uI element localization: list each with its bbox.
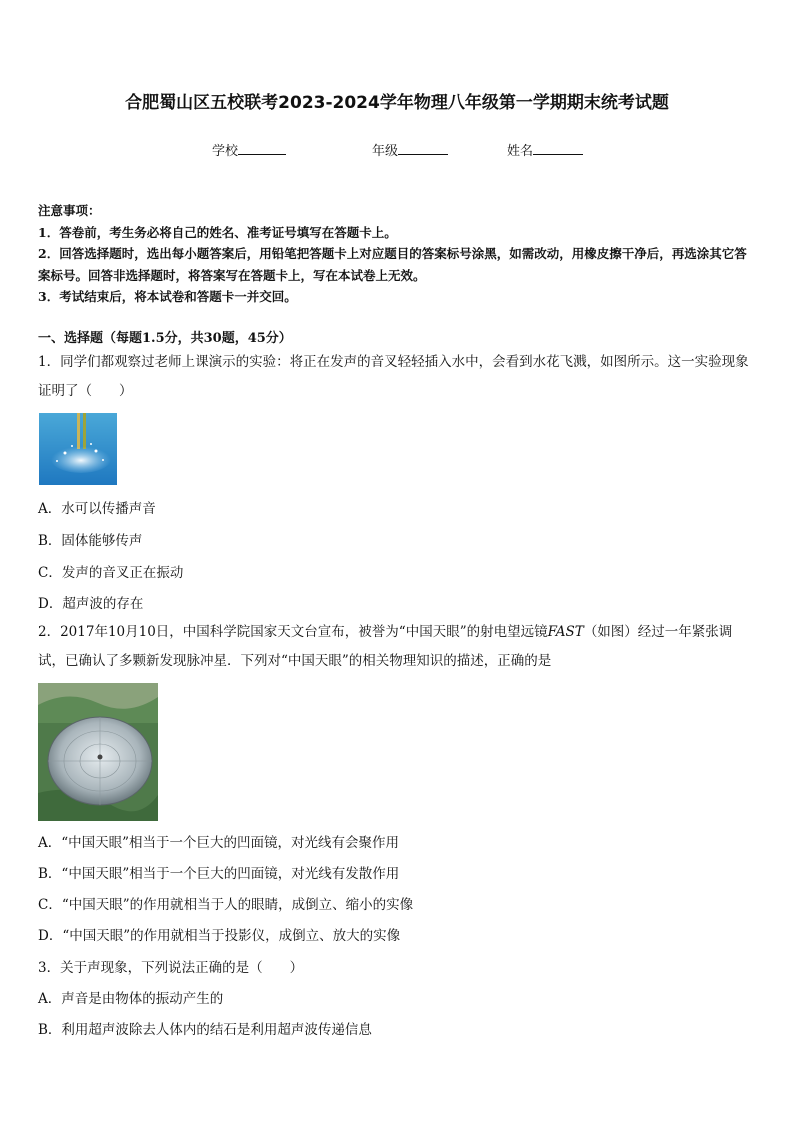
question-3-option-a[interactable]: A．声音是由物体的振动产生的 <box>38 991 224 1007</box>
fast-telescope-image <box>38 683 158 821</box>
question-2-option-a[interactable]: A．“中国天眼”相当于一个巨大的凹面镜，对光线有会聚作用 <box>38 835 400 851</box>
grade-blank[interactable] <box>398 142 448 155</box>
question-3-stem: 3．关于声现象，下列说法正确的是（ ） <box>38 960 304 976</box>
question-1-option-a[interactable]: A．水可以传播声音 <box>38 501 156 517</box>
school-field[interactable] <box>212 140 286 159</box>
question-3-option-b[interactable]: B．利用超声波除去人体内的结石是利用超声波传递信息 <box>38 1022 372 1038</box>
question-2-stem <box>38 618 758 676</box>
question-1-option-d[interactable]: D．超声波的存在 <box>38 596 144 612</box>
school-label: 学校 <box>212 144 239 159</box>
tuning-fork-image <box>39 413 117 485</box>
question-2-option-c[interactable]: C．“中国天眼”的作用就相当于人的眼睛，成倒立、缩小的实像 <box>38 897 414 913</box>
section-heading: 一、选择题（每题1.5分，共30题，45分） <box>38 331 292 346</box>
exam-title: 合肥蜀山区五校联考2023-2024学年物理八年级第一学期期末统考试题 <box>125 93 669 113</box>
question-1-stem: 1．同学们都观察过老师上课演示的实验：将正在发声的音叉轻轻插入水中，会看到水花飞溅，如图所示。这一实验现象证明了（ ） <box>38 354 749 399</box>
notice-item: 3．考试结束后，将本试卷和答题卡一并交回。 <box>38 289 297 304</box>
question-2-stem-part2: （如图）经过一年紧张调试，已确认了多颗新发现脉冲星．下列对“中国天眼”的相关物理知识的描述，正确的是 <box>38 624 733 669</box>
notice-heading: 注意事项： <box>38 203 101 218</box>
name-blank[interactable] <box>533 142 583 155</box>
notice-item: 1．答卷前，考生务必将自己的姓名、准考证号填写在答题卡上。 <box>38 224 397 240</box>
grade-field[interactable] <box>372 140 448 159</box>
question-2-fast-term: FAST <box>547 624 584 640</box>
notice-block <box>38 200 758 308</box>
notice-item: 2．回答选择题时，选出每小题答案后，用铅笔把答题卡上对应题目的答案标号涂黑，如需改动，用橡皮擦干净后，再选涂其它答案标号。回答非选择题时，将答案写在答题卡上，写在本试卷上无效。 <box>38 246 747 283</box>
question-2-stem-part1: 2．2017年10月10日，中国科学院国家天文台宣布，被誉为“中国天眼”的射电望远镜 <box>38 624 548 640</box>
name-label: 姓名 <box>507 144 534 159</box>
question-1-option-b[interactable]: B．固体能够传声 <box>38 533 143 549</box>
question-1-option-c[interactable]: C．发声的音叉正在振动 <box>38 565 184 581</box>
question-2-option-d[interactable]: D．“中国天眼”的作用就相当于投影仪，成倒立、放大的实像 <box>38 928 401 944</box>
question-2-option-b[interactable]: B．“中国天眼”相当于一个巨大的凹面镜，对光线有发散作用 <box>38 866 400 882</box>
grade-label: 年级 <box>372 144 399 159</box>
school-blank[interactable] <box>238 142 286 155</box>
name-field[interactable] <box>507 140 583 159</box>
